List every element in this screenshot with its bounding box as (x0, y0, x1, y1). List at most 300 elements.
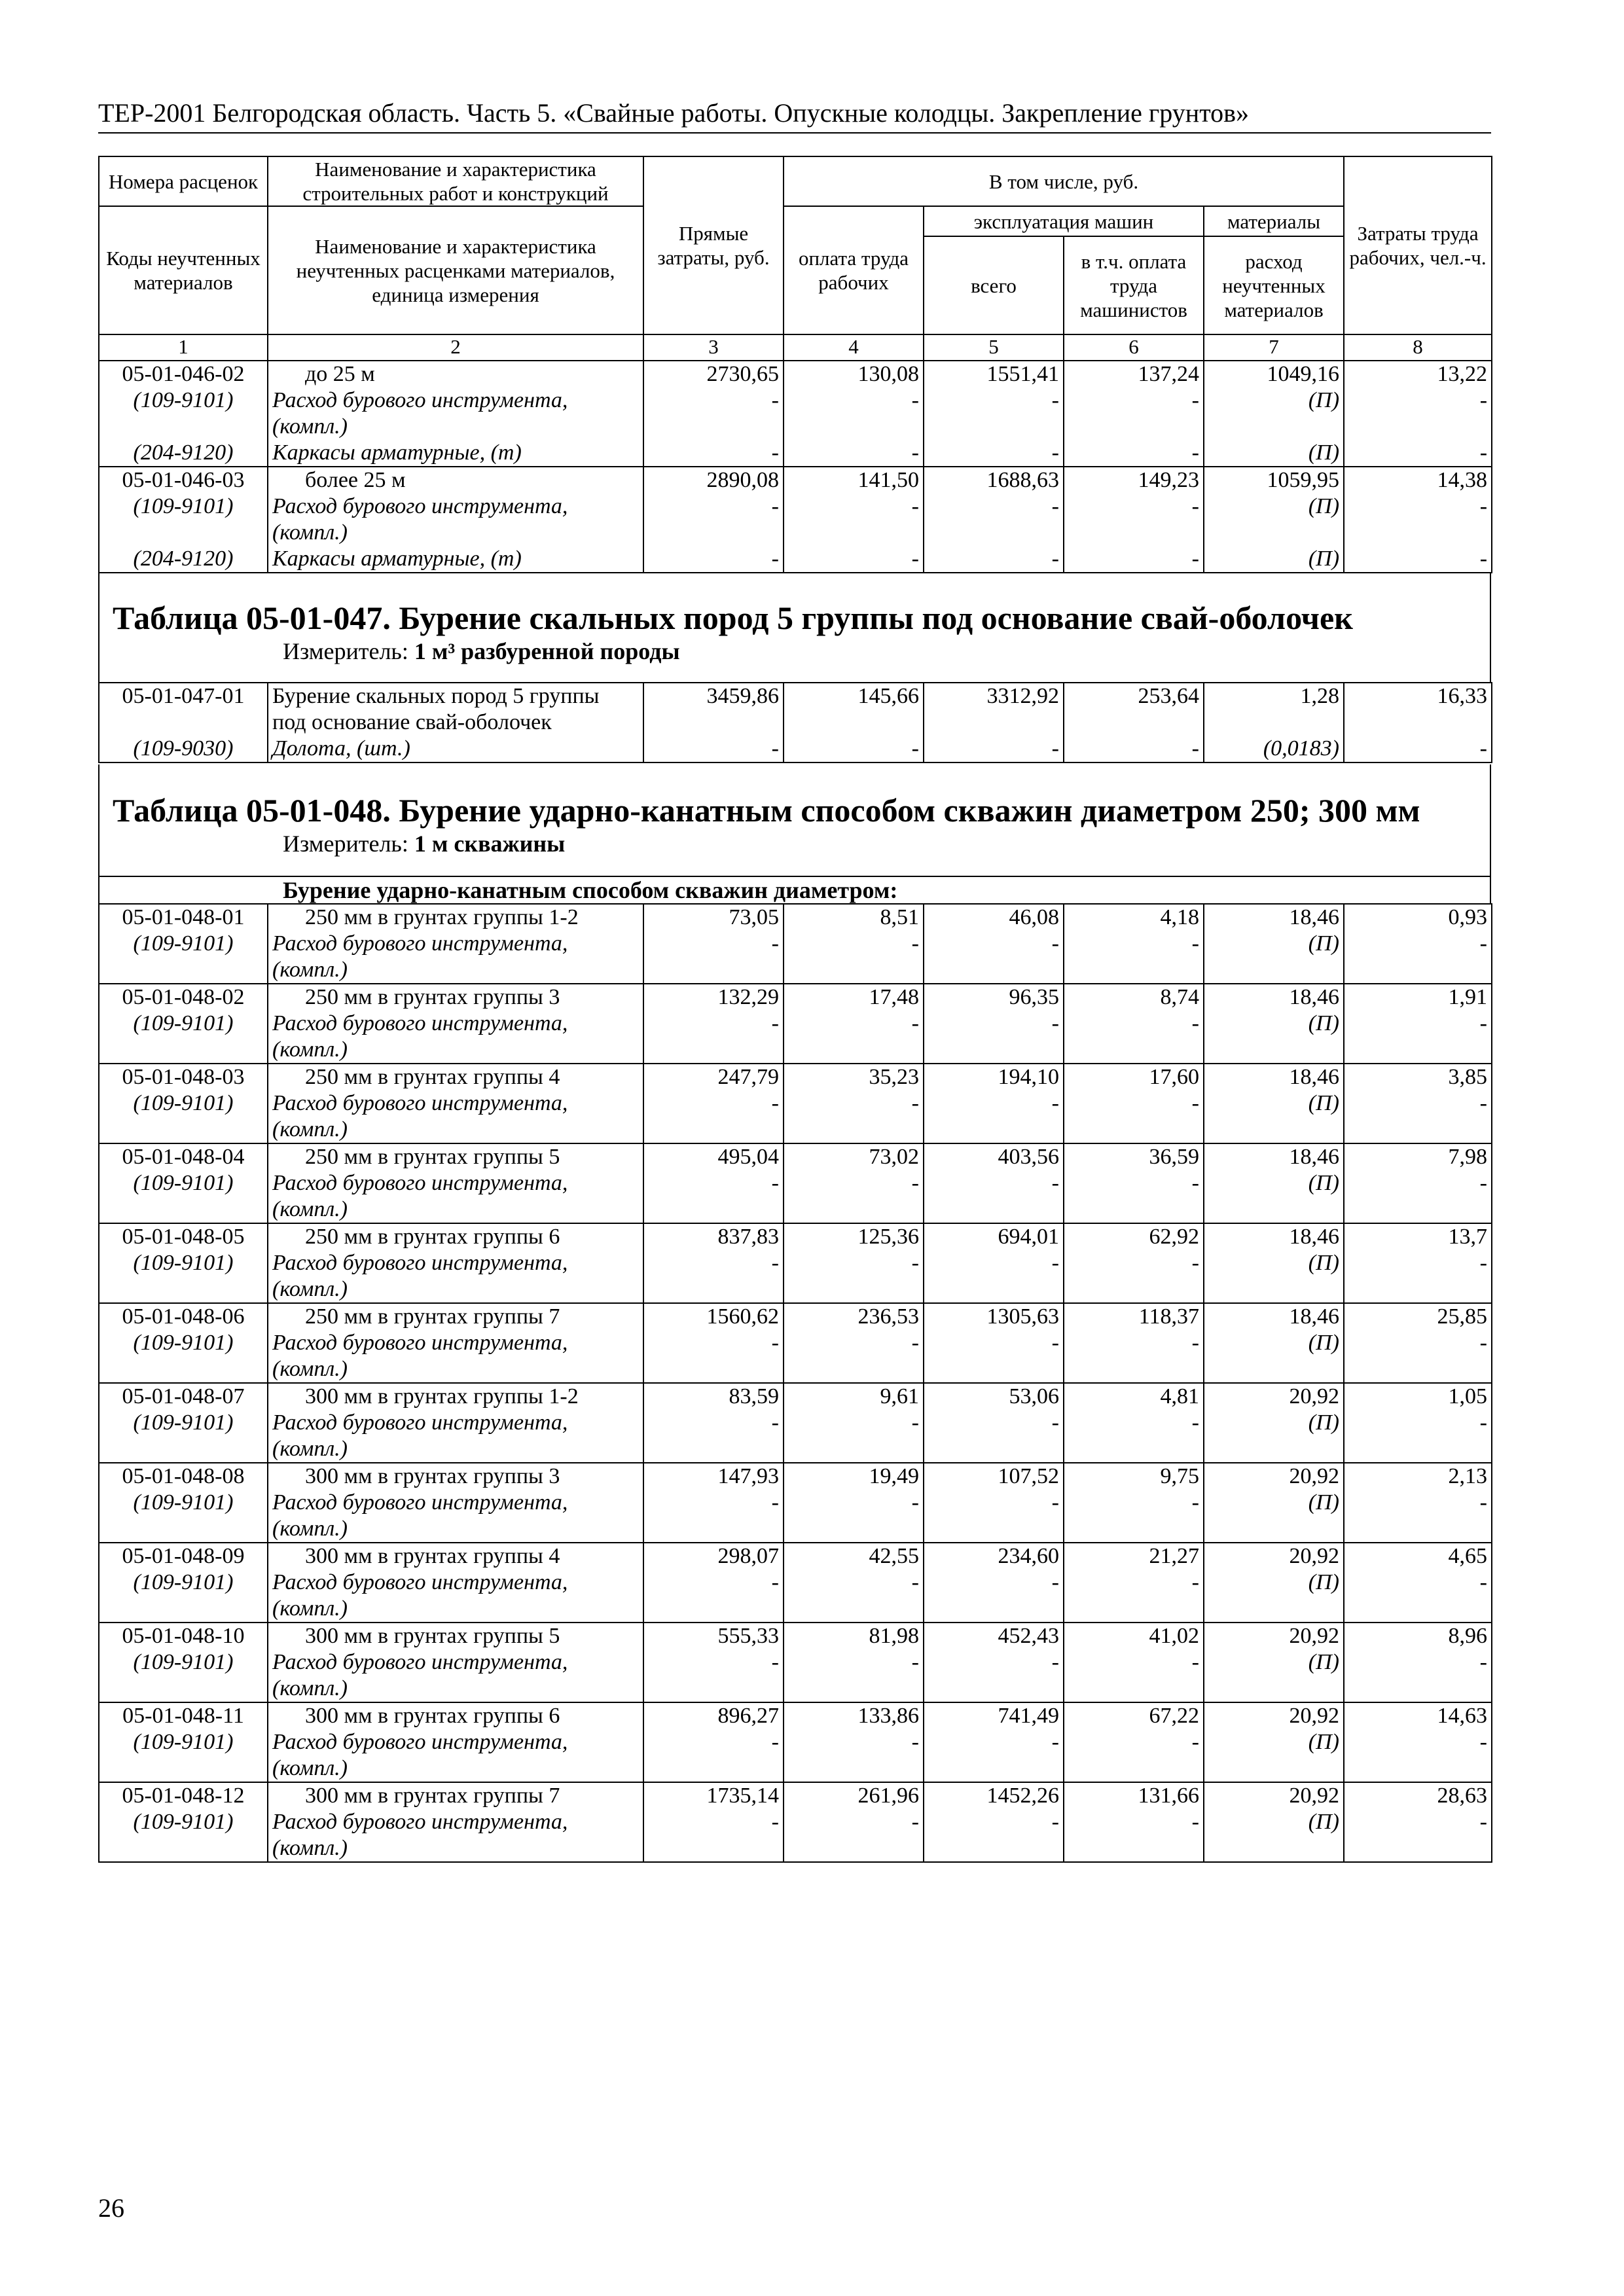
rate-name: 300 мм в грунтах группы 3 (305, 1464, 560, 1488)
dash: - (1051, 1570, 1059, 1594)
labor-hours: 13,7 (1448, 1225, 1487, 1249)
direct-cost: 132,29 (717, 985, 779, 1009)
labor-hours: 8,96 (1448, 1624, 1487, 1648)
table-048 (98, 903, 1492, 1863)
material-code: (109-9101) (133, 1410, 234, 1435)
dash: - (771, 494, 779, 518)
dash: - (771, 1730, 779, 1754)
rate-code: 05-01-048-11 (122, 1704, 244, 1728)
material-unit: (компл.) (272, 414, 348, 439)
dash: - (1479, 494, 1488, 518)
header-material-names: Наименование и характеристика неучтенных расценками материалов, единица измерения (268, 206, 643, 334)
dash: - (1479, 1570, 1487, 1594)
direct-cost: 1560,62 (706, 1304, 779, 1329)
table-row (99, 1702, 1492, 1782)
table-row (99, 1303, 1492, 1383)
rate-code: 05-01-048-07 (122, 1384, 245, 1408)
materials: 18,46 (1289, 1145, 1339, 1169)
rate-code: 05-01-048-01 (122, 905, 245, 929)
table-047-heading (98, 573, 1491, 683)
measure-label: Измеритель: (283, 638, 414, 664)
dash: - (771, 1650, 779, 1674)
machines-total: 96,35 (1009, 985, 1059, 1009)
table-row (99, 1383, 1492, 1463)
rate-code: 05-01-048-04 (122, 1145, 245, 1169)
material-consumption: (0,0183) (1263, 736, 1339, 761)
table-row (99, 1543, 1492, 1623)
rate-code: 05-01-048-05 (122, 1225, 245, 1249)
material-code: (109-9101) (133, 1810, 234, 1834)
header-rate-number: Номера расценок (99, 156, 268, 206)
measure-line (99, 637, 1490, 665)
labor-hours: 2,13 (1448, 1464, 1487, 1488)
dash: - (771, 547, 779, 571)
material-code: (109-9101) (133, 388, 234, 412)
material-name: Расход бурового инструмента, (272, 1650, 568, 1674)
material-unit: (компл.) (272, 520, 348, 545)
dash: - (911, 1091, 919, 1115)
dash: - (1051, 736, 1059, 761)
measure-unit: 1 м³ разбуренной породы (414, 638, 680, 664)
dash: - (771, 1490, 779, 1515)
labor-hours: 25,85 (1437, 1304, 1487, 1329)
materials: 20,92 (1289, 1464, 1339, 1488)
dash: - (911, 440, 919, 465)
material-unit: (компл.) (272, 1117, 348, 1141)
materials: 20,92 (1289, 1544, 1339, 1568)
material-consumption: (П) (1308, 1490, 1339, 1515)
machines-total: 234,60 (998, 1544, 1059, 1568)
dash: - (1479, 1091, 1487, 1115)
direct-cost: 555,33 (717, 1624, 779, 1648)
dash: - (1191, 547, 1199, 571)
dash: - (1191, 1251, 1199, 1275)
dash: - (1051, 1490, 1059, 1515)
dash: - (1191, 1490, 1199, 1515)
dash: - (1051, 388, 1059, 412)
dash: - (1479, 1171, 1487, 1195)
table-row (99, 683, 1492, 762)
material-name: Расход бурового инструмента, (272, 1730, 568, 1754)
labor-hours: 14,38 (1437, 468, 1488, 492)
machines-total: 694,01 (998, 1225, 1059, 1249)
dash: - (771, 1570, 779, 1594)
dash: - (911, 1331, 919, 1355)
direct-cost: 147,93 (717, 1464, 779, 1488)
dash: - (1479, 1650, 1487, 1674)
dash: - (911, 1011, 919, 1035)
header-direct-cost: Прямые затраты, руб. (643, 156, 784, 334)
dash: - (1479, 1251, 1487, 1275)
measure-line (99, 830, 1490, 857)
rate-code: 05-01-046-03 (122, 468, 245, 492)
labor-pay: 145,66 (857, 684, 919, 708)
table-row (99, 984, 1492, 1064)
header-labor-cost: Затраты труда рабочих, чел.-ч. (1344, 156, 1492, 334)
dash: - (1191, 1171, 1199, 1195)
table-row (99, 1064, 1492, 1143)
material-name: Расход бурового инструмента, (272, 1331, 568, 1355)
machines-labor: 17,60 (1149, 1065, 1199, 1089)
material-name: Расход бурового инструмента, (272, 1490, 568, 1515)
dash: - (1479, 1810, 1487, 1834)
dash: - (1051, 547, 1059, 571)
dash: - (1191, 1410, 1199, 1435)
material-code: (109-9101) (133, 494, 234, 518)
material-code: (109-9101) (133, 1570, 234, 1594)
dash: - (1051, 1810, 1059, 1834)
material-unit: (компл.) (272, 1037, 348, 1062)
labor-hours: 7,98 (1448, 1145, 1487, 1169)
dash: - (771, 1251, 779, 1275)
labor-hours: 14,63 (1437, 1704, 1487, 1728)
machines-total: 1452,26 (986, 1784, 1059, 1808)
rate-code: 05-01-048-08 (122, 1464, 245, 1488)
dash: - (911, 1410, 919, 1435)
dash: - (1479, 1331, 1487, 1355)
materials: 20,92 (1289, 1784, 1339, 1808)
material-unit: (компл.) (272, 1516, 348, 1541)
dash: - (771, 1331, 779, 1355)
direct-cost: 2890,08 (706, 468, 779, 492)
dash: - (1191, 1331, 1199, 1355)
material-consumption: (П) (1308, 1410, 1339, 1435)
dash: - (1479, 1011, 1487, 1035)
direct-cost: 298,07 (717, 1544, 779, 1568)
machines-total: 53,06 (1009, 1384, 1059, 1408)
material-unit: (компл.) (272, 958, 348, 982)
rate-name: 250 мм в грунтах группы 7 (305, 1304, 560, 1329)
dash: - (1051, 440, 1059, 465)
dash: - (1191, 494, 1199, 518)
dash: - (911, 1570, 919, 1594)
labor-pay: 141,50 (857, 468, 919, 492)
material-name: Расход бурового инструмента, (272, 1410, 568, 1435)
direct-cost: 247,79 (717, 1065, 779, 1089)
direct-cost: 73,05 (729, 905, 779, 929)
material-name: Расход бурового инструмента, (272, 1810, 568, 1834)
column-index: 1 (99, 334, 268, 361)
header-machines: эксплуатация машин (924, 206, 1204, 236)
labor-hours: 28,63 (1437, 1784, 1487, 1808)
rate-name: 300 мм в грунтах группы 5 (305, 1624, 560, 1648)
materials: 18,46 (1289, 1304, 1339, 1329)
dash: - (1191, 931, 1199, 956)
materials: 20,92 (1289, 1624, 1339, 1648)
machines-labor: 21,27 (1149, 1544, 1199, 1568)
material-name: Расход бурового инструмента, (272, 494, 568, 518)
machines-total: 1305,63 (986, 1304, 1059, 1329)
machines-labor: 41,02 (1149, 1624, 1199, 1648)
machines-labor: 131,66 (1138, 1784, 1199, 1808)
materials: 18,46 (1289, 1225, 1339, 1249)
column-index: 7 (1204, 334, 1344, 361)
rate-name: 250 мм в грунтах группы 5 (305, 1145, 560, 1169)
materials: 18,46 (1289, 905, 1339, 929)
material-code: (109-9101) (133, 1251, 234, 1275)
materials: 18,46 (1289, 1065, 1339, 1089)
column-index: 3 (643, 334, 784, 361)
dash: - (771, 388, 779, 412)
dash: - (1479, 736, 1487, 761)
material-consumption: (П) (1308, 1251, 1339, 1275)
labor-hours: 0,93 (1448, 905, 1487, 929)
machines-labor: 9,75 (1160, 1464, 1199, 1488)
dash: - (1479, 1410, 1487, 1435)
material-name: Каркасы арматурные, (т) (272, 440, 522, 465)
dash: - (1051, 1251, 1059, 1275)
dash: - (1051, 1650, 1059, 1674)
dash: - (1191, 1730, 1199, 1754)
dash: - (771, 736, 779, 761)
rate-name: 300 мм в грунтах группы 6 (305, 1704, 560, 1728)
table-row (99, 1143, 1492, 1223)
dash: - (911, 1730, 919, 1754)
dash: - (911, 931, 919, 956)
header-labor-pay: оплата труда рабочих (784, 206, 924, 334)
dash: - (1479, 547, 1488, 571)
machines-labor: 4,81 (1160, 1384, 1199, 1408)
labor-pay: 17,48 (869, 985, 919, 1009)
material-consumption: (П) (1308, 494, 1340, 518)
table-row (99, 1623, 1492, 1702)
dash: - (911, 1490, 919, 1515)
table-047 (98, 682, 1492, 763)
dash: - (771, 931, 779, 956)
measure-label: Измеритель: (283, 831, 414, 857)
material-name: Долота, (шт.) (272, 736, 410, 761)
table-title: Таблица 05-01-047. Бурение скальных пород 5 группы под основание свай-оболочек (113, 600, 1353, 636)
material-code: (109-9101) (133, 931, 234, 956)
dash: - (1479, 388, 1488, 412)
table-row (99, 1463, 1492, 1543)
table-row (99, 1223, 1492, 1303)
material-code: (109-9101) (133, 1171, 234, 1195)
material-unit: (компл.) (272, 1836, 348, 1860)
material-consumption: (П) (1308, 1810, 1339, 1834)
labor-pay: 261,96 (857, 1784, 919, 1808)
dash: - (771, 1171, 779, 1195)
material-consumption: (П) (1308, 1011, 1339, 1035)
page-number: 26 (98, 2193, 124, 2223)
material-unit: (компл.) (272, 1357, 348, 1381)
rate-code: 05-01-048-02 (122, 985, 245, 1009)
dash: - (911, 736, 919, 761)
labor-pay: 42,55 (869, 1544, 919, 1568)
rate-name: 300 мм в грунтах группы 7 (305, 1784, 560, 1808)
column-index: 2 (268, 334, 643, 361)
dash: - (911, 547, 919, 571)
labor-hours: 13,22 (1437, 362, 1488, 386)
dash: - (1051, 1171, 1059, 1195)
machines-total: 3312,92 (986, 684, 1059, 708)
material-consumption: (П) (1308, 388, 1340, 412)
machines-labor: 67,22 (1149, 1704, 1199, 1728)
rate-name: 250 мм в грунтах группы 3 (305, 985, 560, 1009)
machines-total: 1551,41 (986, 362, 1059, 386)
dash: - (1051, 494, 1059, 518)
material-name: Расход бурового инструмента, (272, 1171, 568, 1195)
direct-cost: 2730,65 (706, 362, 779, 386)
dash: - (771, 440, 779, 465)
material-name: Расход бурового инструмента, (272, 1251, 568, 1275)
dash: - (911, 1650, 919, 1674)
direct-cost: 3459,86 (706, 684, 779, 708)
material-unit: (компл.) (272, 1676, 348, 1700)
labor-pay: 133,86 (857, 1704, 919, 1728)
table-048-subheading: Бурение ударно-канатным способом скважин диаметром: (98, 876, 1491, 905)
machines-labor: 253,64 (1138, 684, 1199, 708)
material-name: Расход бурового инструмента, (272, 1570, 568, 1594)
material-consumption: (П) (1308, 1570, 1339, 1594)
material-code: (204-9120) (133, 547, 234, 571)
materials: 1059,95 (1267, 468, 1340, 492)
labor-pay: 236,53 (857, 1304, 919, 1329)
rate-name: более 25 м (305, 468, 406, 492)
machines-labor: 118,37 (1138, 1304, 1199, 1329)
dash: - (911, 1810, 919, 1834)
material-code: (109-9101) (133, 1490, 234, 1515)
header-machines-total: всего (924, 236, 1064, 334)
header-machines-labor: в т.ч. оплата труда машинистов (1064, 236, 1204, 334)
rate-name: 250 мм в грунтах группы 4 (305, 1065, 560, 1089)
column-index: 8 (1344, 334, 1492, 361)
material-consumption: (П) (1308, 1171, 1339, 1195)
dash: - (771, 1091, 779, 1115)
dash: - (911, 1171, 919, 1195)
labor-pay: 9,61 (880, 1384, 919, 1408)
material-code: (109-9101) (133, 1331, 234, 1355)
rate-code: 05-01-048-03 (122, 1065, 245, 1089)
direct-cost: 896,27 (717, 1704, 779, 1728)
material-consumption: (П) (1308, 931, 1339, 956)
material-code: (109-9101) (133, 1650, 234, 1674)
labor-pay: 19,49 (869, 1464, 919, 1488)
labor-hours: 1,05 (1448, 1384, 1487, 1408)
labor-pay: 81,98 (869, 1624, 919, 1648)
dash: - (1051, 1410, 1059, 1435)
header-materials: материалы (1204, 206, 1344, 236)
machines-total: 403,56 (998, 1145, 1059, 1169)
dash: - (771, 1410, 779, 1435)
header-material-codes: Коды неучтенных материалов (99, 206, 268, 334)
direct-cost: 837,83 (717, 1225, 779, 1249)
table-046 (98, 156, 1492, 573)
dash: - (1191, 1650, 1199, 1674)
table-title: Таблица 05-01-048. Бурение ударно-канатным способом скважин диаметром 250; 300 мм (113, 792, 1420, 829)
dash: - (1191, 1011, 1199, 1035)
material-code: (204-9120) (133, 440, 234, 465)
dash: - (1479, 1490, 1487, 1515)
dash: - (1051, 1730, 1059, 1754)
dash: - (1191, 1091, 1199, 1115)
dash: - (1191, 1570, 1199, 1594)
header-including: В том числе, руб. (784, 156, 1344, 206)
labor-pay: 35,23 (869, 1065, 919, 1089)
labor-pay: 8,51 (880, 905, 919, 929)
column-index: 5 (924, 334, 1064, 361)
column-index: 4 (784, 334, 924, 361)
dash: - (1479, 1730, 1487, 1754)
labor-hours: 1,91 (1448, 985, 1487, 1009)
dash: - (1051, 1011, 1059, 1035)
material-name: Расход бурового инструмента, (272, 388, 568, 412)
direct-cost: 1735,14 (706, 1784, 779, 1808)
rate-code: 05-01-048-10 (122, 1624, 245, 1648)
labor-hours: 3,85 (1448, 1065, 1487, 1089)
dash: - (911, 1251, 919, 1275)
material-code: (109-9101) (133, 1011, 234, 1035)
material-unit: (компл.) (272, 1437, 348, 1461)
machines-total: 1688,63 (986, 468, 1059, 492)
table-048-heading (98, 764, 1491, 876)
material-name: Расход бурового инструмента, (272, 931, 568, 956)
dash: - (771, 1810, 779, 1834)
machines-labor: 4,18 (1160, 905, 1199, 929)
direct-cost: 495,04 (717, 1145, 779, 1169)
measure-unit: 1 м скважины (414, 831, 566, 857)
rate-code: 05-01-047-01 (122, 684, 245, 708)
material-consumption: (П) (1308, 1331, 1339, 1355)
material-name: Каркасы арматурные, (т) (272, 547, 522, 571)
material-unit: (компл.) (272, 1197, 348, 1221)
material-consumption: (П) (1308, 440, 1340, 465)
dash: - (1191, 440, 1199, 465)
rate-name-cont: под основание свай-оболочек (272, 710, 552, 734)
materials: 1,28 (1300, 684, 1339, 708)
machines-labor: 8,74 (1160, 985, 1199, 1009)
material-code: (109-9101) (133, 1730, 234, 1754)
dash: - (1479, 931, 1487, 956)
material-name: Расход бурового инструмента, (272, 1011, 568, 1035)
rate-code: 05-01-048-06 (122, 1304, 245, 1329)
dash: - (1051, 1091, 1059, 1115)
material-unit: (компл.) (272, 1277, 348, 1301)
labor-pay: 125,36 (857, 1225, 919, 1249)
rate-name: 250 мм в грунтах группы 1-2 (305, 905, 579, 929)
table-row (99, 904, 1492, 984)
material-consumption: (П) (1308, 1650, 1339, 1674)
machines-total: 107,52 (998, 1464, 1059, 1488)
materials: 20,92 (1289, 1704, 1339, 1728)
machines-labor: 149,23 (1138, 468, 1199, 492)
dash: - (1479, 440, 1488, 465)
material-name: Расход бурового инструмента, (272, 1091, 568, 1115)
table-row (99, 467, 1492, 573)
labor-hours: 4,65 (1448, 1544, 1487, 1568)
materials: 20,92 (1289, 1384, 1339, 1408)
machines-total: 741,49 (998, 1704, 1059, 1728)
table-row (99, 1782, 1492, 1862)
rate-code: 05-01-048-12 (122, 1784, 245, 1808)
material-code: (109-9101) (133, 1091, 234, 1115)
dash: - (1051, 931, 1059, 956)
material-consumption: (П) (1308, 1091, 1339, 1115)
table-row (99, 361, 1492, 467)
dash: - (771, 1011, 779, 1035)
rate-name: Бурение скальных пород 5 группы (272, 684, 600, 708)
machines-total: 452,43 (998, 1624, 1059, 1648)
labor-pay: 73,02 (869, 1145, 919, 1169)
dash: - (1191, 388, 1199, 412)
rate-code: 05-01-048-09 (122, 1544, 245, 1568)
dash: - (911, 494, 919, 518)
dash: - (911, 388, 919, 412)
material-consumption: (П) (1308, 1730, 1339, 1754)
dash: - (1191, 736, 1199, 761)
rate-name: до 25 м (305, 362, 375, 386)
machines-total: 46,08 (1009, 905, 1059, 929)
